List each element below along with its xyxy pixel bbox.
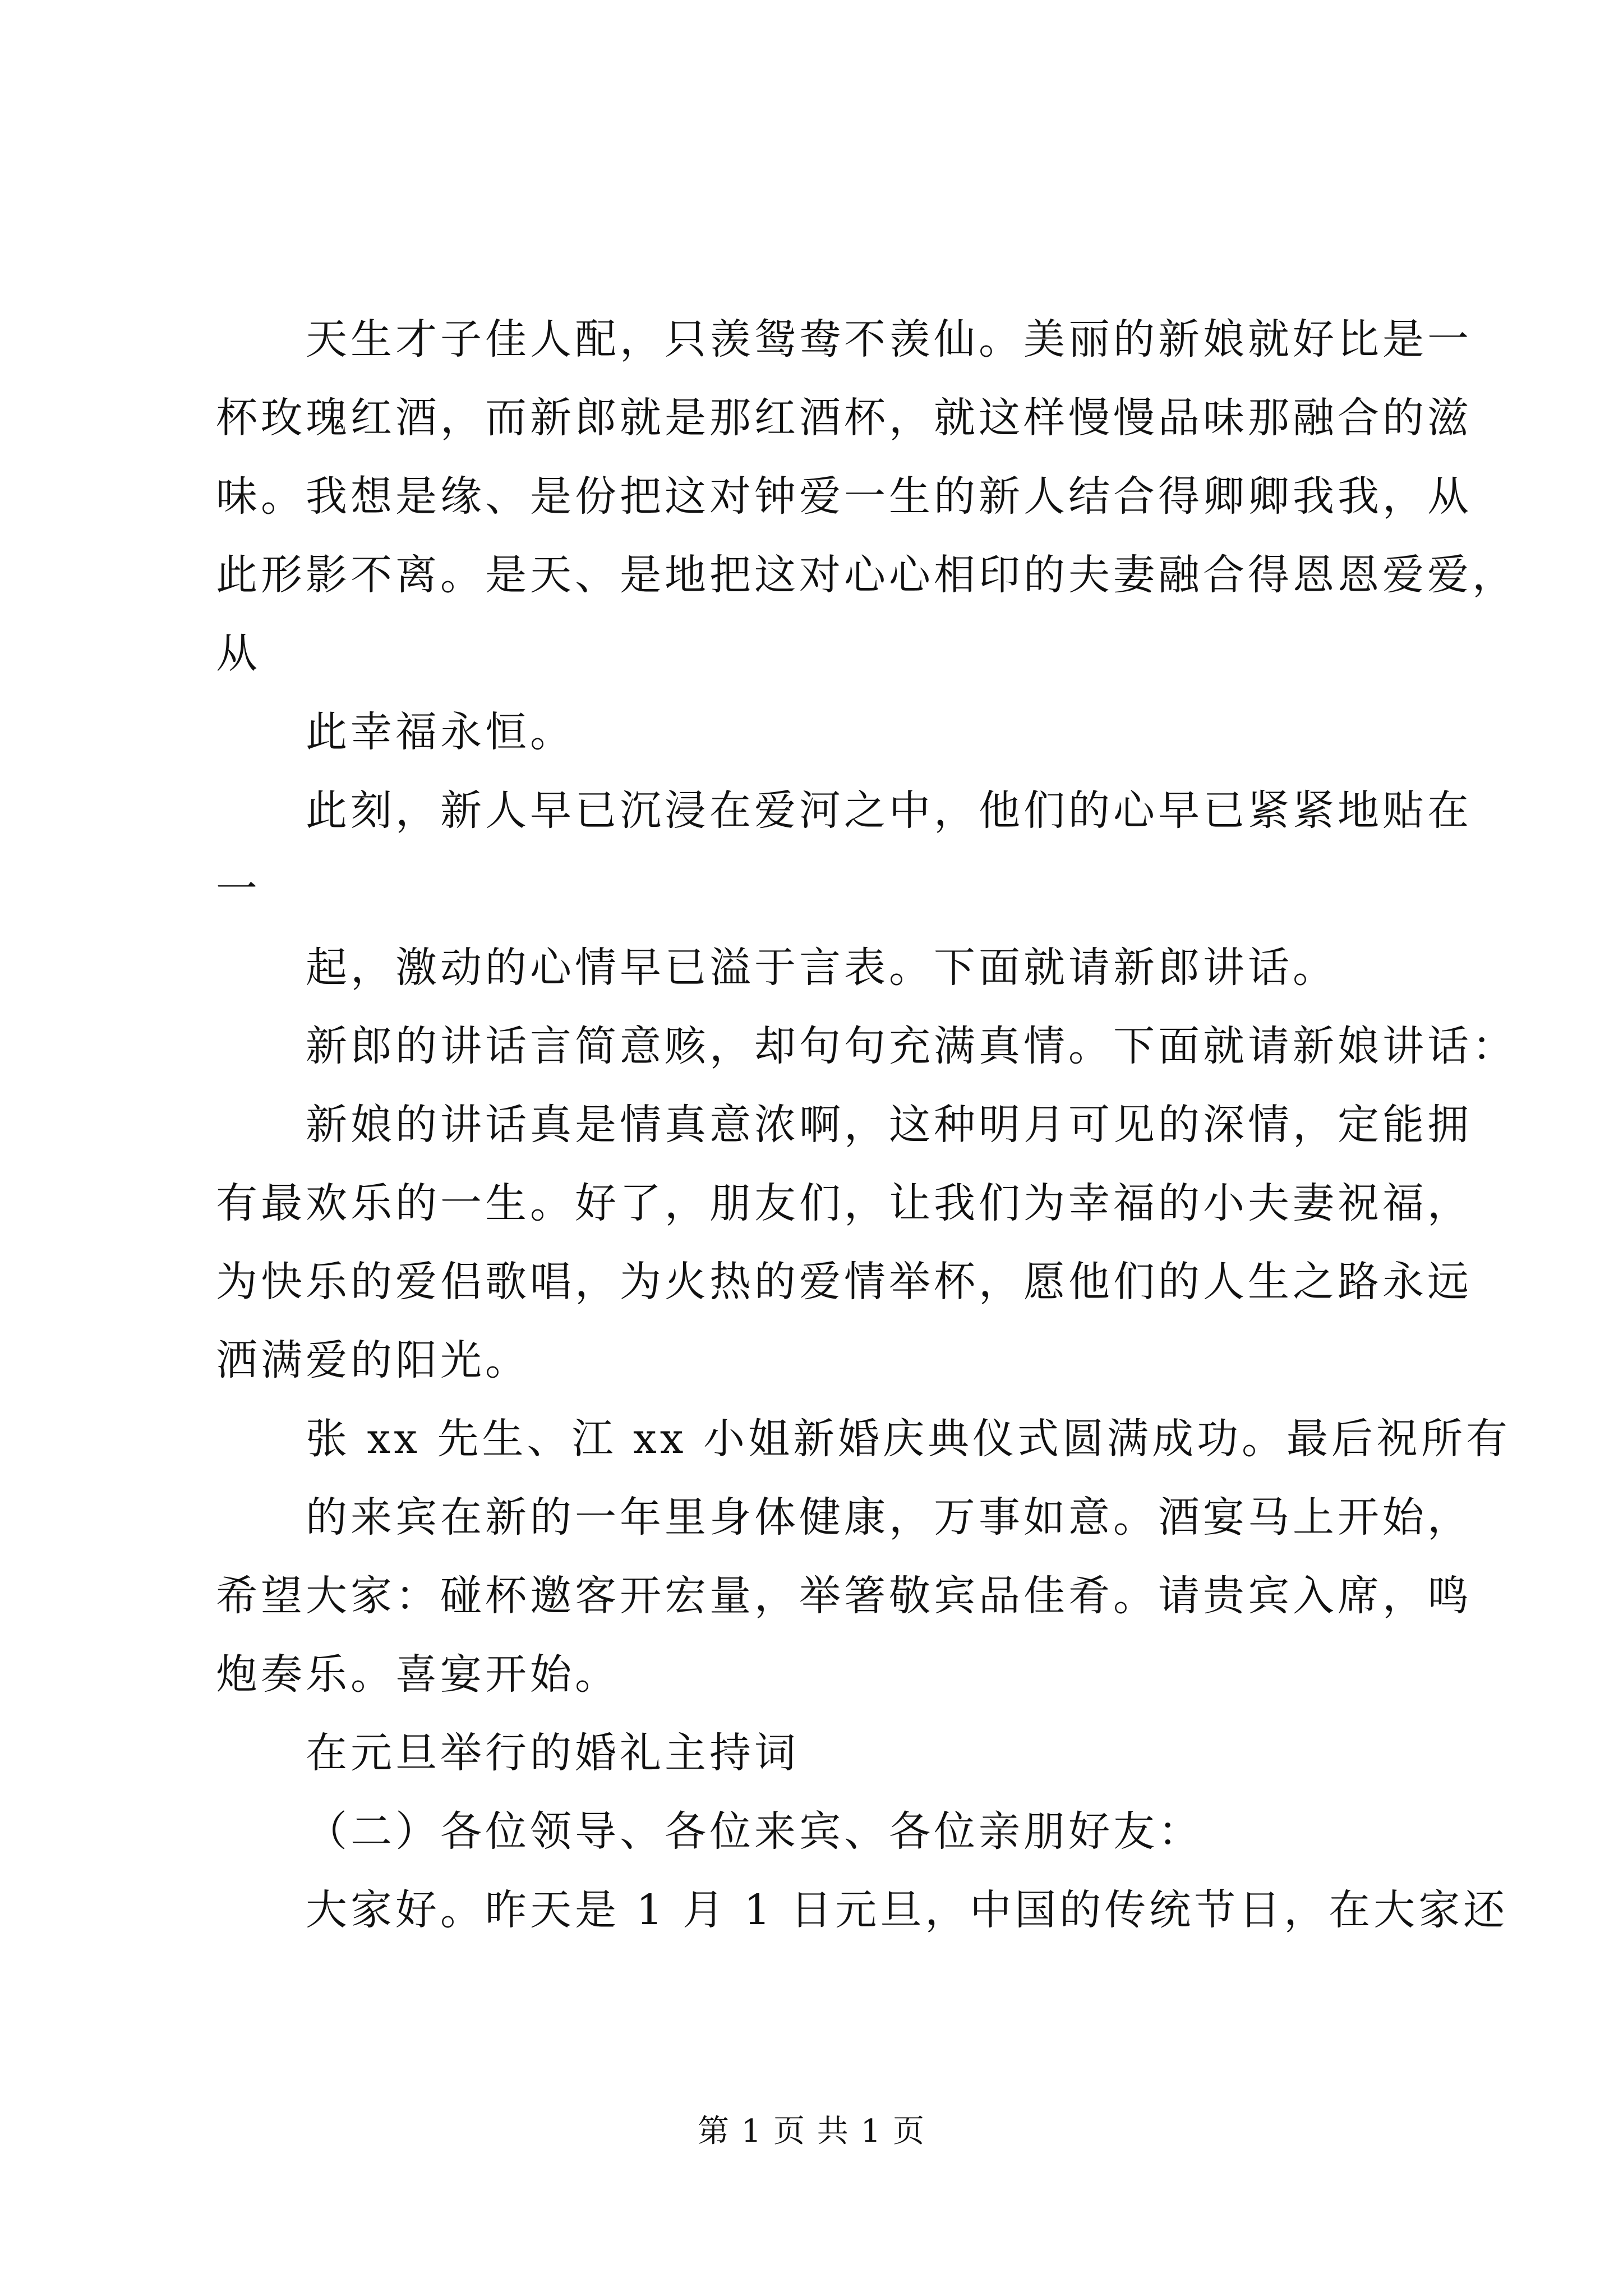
body-line: 洒满爱的阳光。 xyxy=(216,1336,530,1384)
body-line: 有最欢乐的一生。好了，朋友们，让我们为幸福的小夫妻祝福， xyxy=(216,1179,1472,1227)
body-line: 新郎的讲话言简意赅，却句句充满真情。下面就请新娘讲话： xyxy=(306,1022,1517,1070)
body-line: 此刻，新人早已沉浸在爱河之中，他们的心早已紧紧地贴在 xyxy=(306,786,1472,835)
section-heading: 在元旦举行的婚礼主持词 xyxy=(306,1729,799,1777)
body-line: 天生才子佳人配，只羡鸳鸯不羡仙。美丽的新娘就好比是一 xyxy=(306,315,1472,364)
body-line: 大家好。昨天是 1 月 1 日元旦，中国的传统节日，在大家还 xyxy=(306,1886,1509,1934)
body-line: 一 xyxy=(216,865,261,913)
body-line: 新娘的讲话真是情真意浓啊，这种明月可见的深情，定能拥 xyxy=(306,1101,1472,1149)
body-line: 希望大家：碰杯邀客开宏量，举箸敬宾品佳肴。请贵宾入席，鸣 xyxy=(216,1572,1472,1620)
body-line: 味。我想是缘、是份把这对钟爱一生的新人结合得卿卿我我，从 xyxy=(216,472,1472,521)
body-line: 杯玫瑰红酒，而新郎就是那红酒杯，就这样慢慢品味那融合的滋 xyxy=(216,394,1472,442)
body-line: 的来宾在新的一年里身体健康，万事如意。酒宴马上开始， xyxy=(306,1493,1472,1542)
salutation-line: （二）各位领导、各位来宾、各位亲朋好友： xyxy=(306,1807,1203,1856)
body-line: 炮奏乐。喜宴开始。 xyxy=(216,1650,620,1699)
body-line: 起，激动的心情早已溢于言表。下面就请新郎讲话。 xyxy=(306,944,1338,992)
body-line: 此幸福永恒。 xyxy=(306,708,575,756)
body-line: 为快乐的爱侣歌唱，为火热的爱情举杯，愿他们的人生之路永远 xyxy=(216,1258,1472,1306)
body-line: 张 xx 先生、江 xx 小姐新婚庆典仪式圆满成功。最后祝所有 xyxy=(306,1415,1511,1463)
page-number-footer: 第 1 页 共 1 页 xyxy=(697,2113,926,2150)
body-line: 此形影不离。是天、是地把这对心心相印的夫妻融合得恩恩爱爱， xyxy=(216,551,1517,599)
body-line: 从 xyxy=(216,629,261,678)
